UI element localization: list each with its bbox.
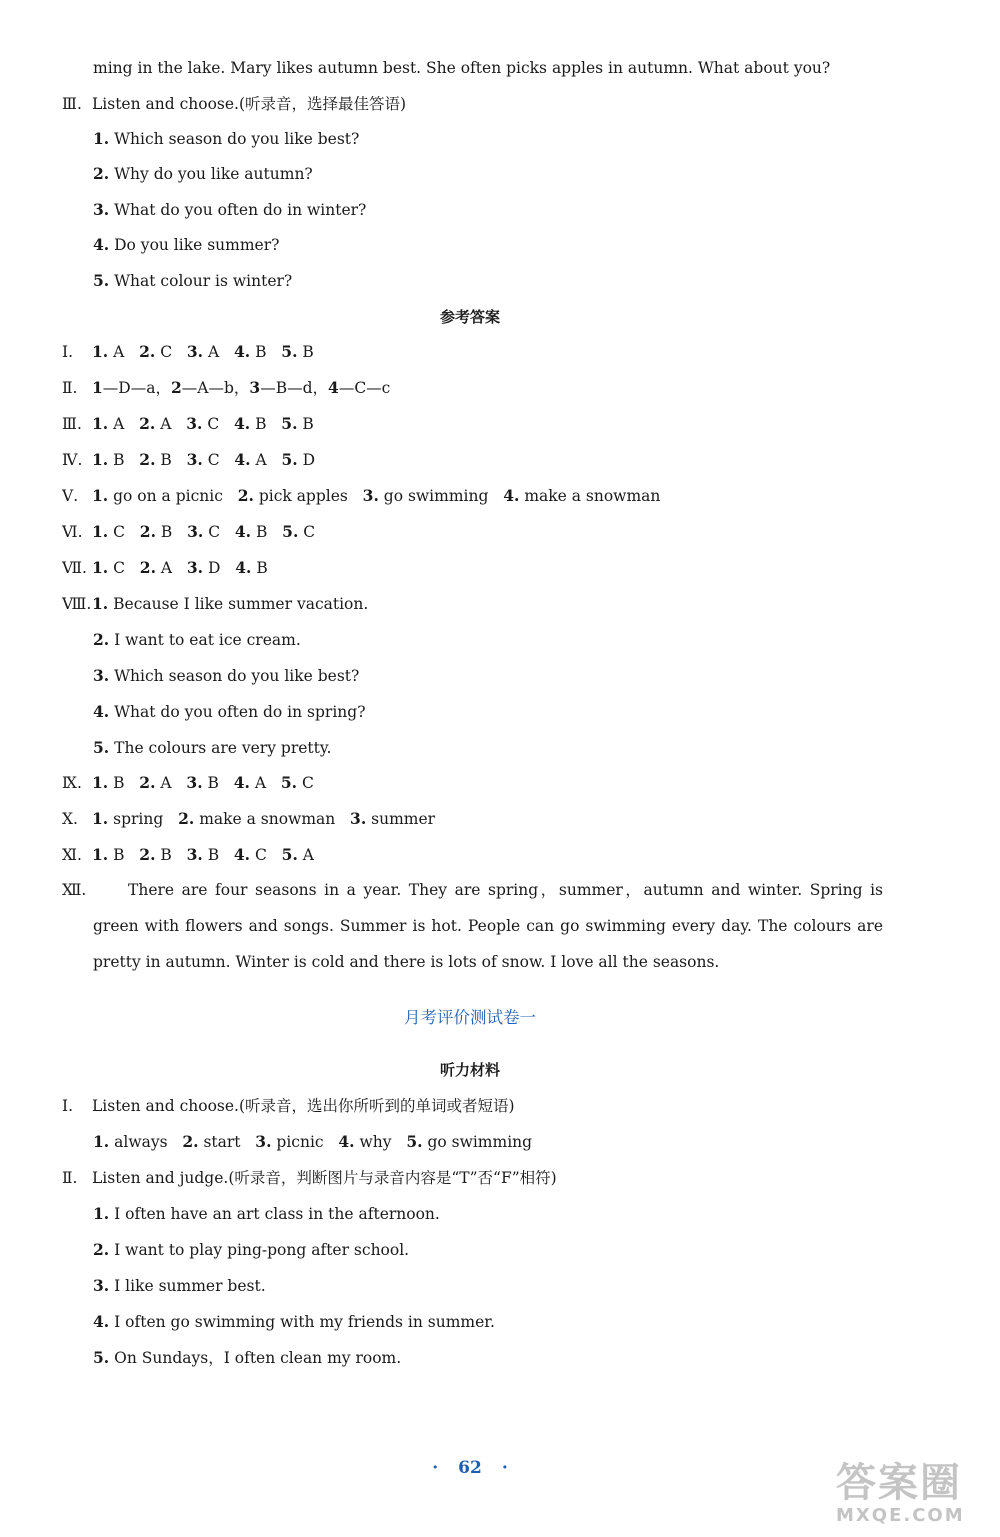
listening-words-line: 1. always 2. start 3. picnic 4. why 5. go swimming xyxy=(93,1132,533,1151)
question-line: 1. Which season do you like best? xyxy=(93,129,360,148)
section-iii-header xyxy=(62,94,406,114)
answers-heading: 参考答案 xyxy=(439,308,500,326)
answer-row-3: Ⅲ. 1. A 2. A 3. C 4. B 5. B xyxy=(62,414,314,433)
listening-sentence: 5. On Sundays，I often clean my room. xyxy=(93,1348,402,1367)
continued-text-line: ming in the lake. Mary likes autumn best. She often picks apples in autumn. What about you? xyxy=(93,59,831,77)
page-number: · 62 · xyxy=(432,1458,508,1478)
answer-row-6: Ⅵ. 1. C 2. B 3. C 4. B 5. C xyxy=(62,522,316,541)
listening-sentence: 1. I often have an art class in the afternoon. xyxy=(93,1204,440,1223)
section-mark: Ⅲ. xyxy=(62,95,82,113)
answer-row-12-mark: Ⅻ. xyxy=(62,881,87,899)
listening-section-ii-header: Ⅱ. Listen and judge.(听录音，判断图片与录音内容是“T”否“F”相符) xyxy=(62,1169,557,1187)
answer-row-9: Ⅸ. 1. B 2. A 3. B 4. A 5. C xyxy=(62,773,314,792)
answer-row-4: Ⅳ. 1. B 2. B 3. C 4. A 5. D xyxy=(62,450,316,469)
model-essay: There are four seasons in a year. They are spring，summer，autumn and winter. Spring is green with flowers and songs. Summer is hot. People can go swimming every day. The colours are pretty in autumn. Winter is cold and there is lots of snow. I love all the seasons. xyxy=(93,881,883,971)
test-paper-heading: 月考评价测试卷一 xyxy=(404,1008,536,1027)
listening-material-heading: 听力材料 xyxy=(439,1061,500,1079)
answer-row-2: Ⅱ. 1—D—a，2—A—b，3—B—d，4—C—c xyxy=(62,378,391,397)
question-line: 2. Why do you like autumn? xyxy=(93,164,313,183)
answer-row-10: Ⅹ. 1. spring 2. make a snowman 3. summer xyxy=(62,809,436,828)
question-line: 3. What do you often do in winter? xyxy=(93,200,367,219)
answer-line: 4. What do you often do in spring? xyxy=(93,702,366,721)
listening-sentence: 2. I want to play ping-pong after school. xyxy=(93,1240,410,1259)
answer-row-1: Ⅰ. 1. A 2. C 3. A 4. B 5. B xyxy=(62,342,314,361)
answer-row-8: Ⅷ.1. Because I like summer vacation. xyxy=(62,594,369,613)
listening-sentence: 4. I often go swimming with my friends in summer. xyxy=(93,1312,495,1331)
section-title: Listen and choose.(听录音，选择最佳答语) xyxy=(92,95,407,113)
watermark-logo: 答案圈 MXQE.COM xyxy=(836,1460,965,1526)
answer-row-11: Ⅺ. 1. B 2. B 3. B 4. C 5. A xyxy=(62,845,314,864)
answer-line: 2. I want to eat ice cream. xyxy=(93,630,301,649)
question-line: 5. What colour is winter? xyxy=(93,271,293,290)
listening-sentence: 3. I like summer best. xyxy=(93,1276,266,1295)
answer-row-7: Ⅶ. 1. C 2. A 3. D 4. B xyxy=(62,558,268,577)
question-line: 4. Do you like summer? xyxy=(93,235,280,254)
answer-line: 5. The colours are very pretty. xyxy=(93,738,332,757)
listening-section-i-header: Ⅰ. Listen and choose.(听录音，选出你所听到的单词或者短语) xyxy=(62,1097,515,1115)
answer-line: 3. Which season do you like best? xyxy=(93,666,360,685)
answer-row-5: Ⅴ. 1. go on a picnic 2. pick apples 3. go swimming 4. make a snowman xyxy=(62,486,661,505)
